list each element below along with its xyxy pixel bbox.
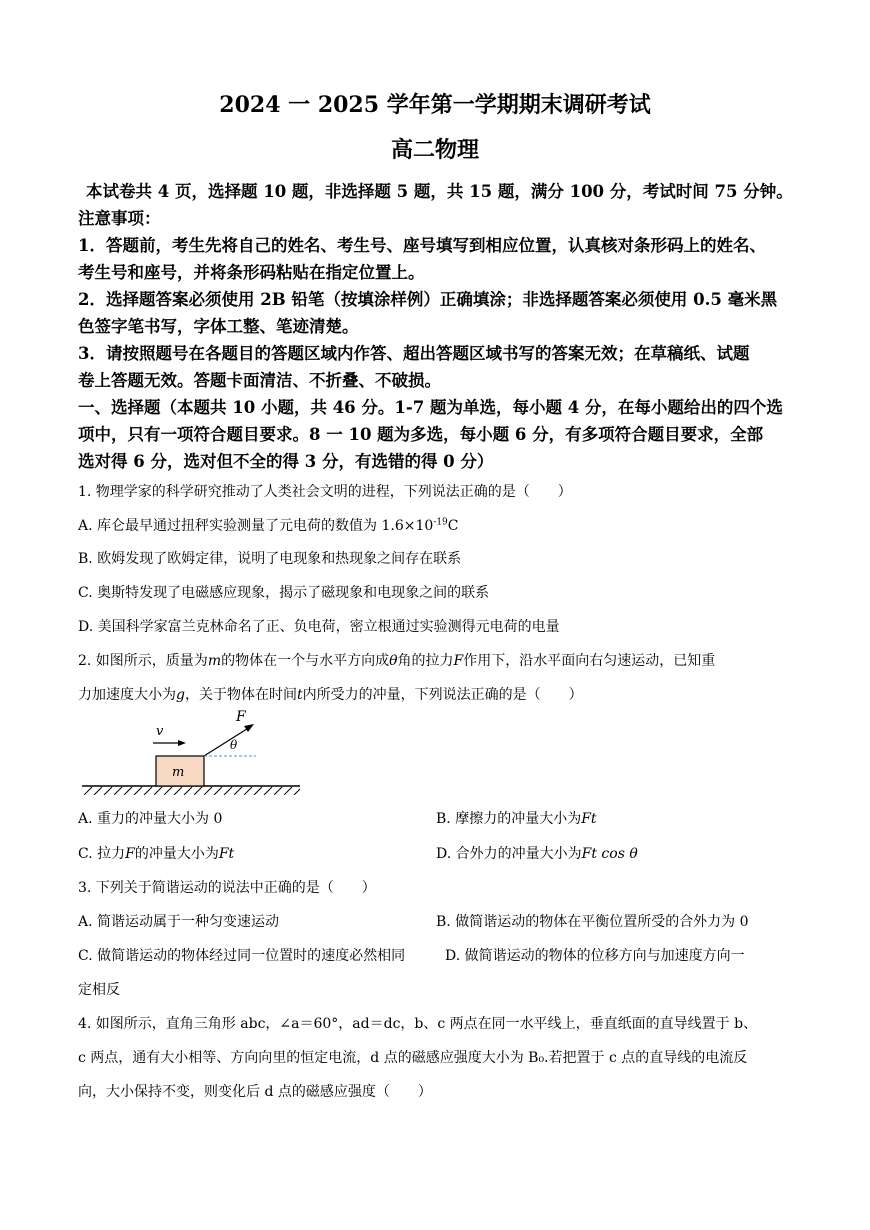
section-heading: 项中，只有一项符合题目要求。8 一 10 题为多选，每小题 6 分，有多项符合题目要求，全部 — [78, 425, 764, 444]
q1-option-a-text: A. 库仑最早通过扭秤实验测量了元电荷的数值为 1.6×10 — [78, 518, 434, 534]
q3-option-d-cont: 定相反 — [78, 982, 120, 998]
q1-option-a-exponent: -19 — [433, 517, 448, 528]
q2-var-g: g — [176, 687, 185, 703]
q2-var-theta: θ — [389, 653, 398, 669]
ground-hatching — [84, 787, 300, 795]
exam-subject: 高二物理 — [390, 137, 479, 163]
q3-option-a: A. 简谐运动属于一种匀变速运动 — [78, 914, 280, 930]
q1-option-d: D. 美国科学家富兰克林命名了正、负电荷，密立根通过实验测得元电荷的电量 — [78, 619, 560, 635]
q2-option-d-expr: Ft cos θ — [581, 846, 638, 862]
q2-text: 角的拉力 — [397, 653, 454, 669]
q2-option-c-text: C. 拉力 — [78, 846, 126, 862]
velocity-arrowhead — [178, 740, 186, 746]
section-heading: 选对得 6 分，选对但不全的得 3 分，有选错的得 0 分） — [78, 452, 494, 471]
q3-option-d: D. 做简谐运动的物体的位移方向与加速度方向一 — [445, 948, 745, 964]
notice-title: 注意事项： — [78, 209, 161, 228]
q2-option-d — [436, 843, 638, 863]
section-heading: 一、选择题（本题共 10 小题，共 46 分。1-7 题为单选，每小题 4 分，在每小题给出的四个选 — [78, 398, 783, 417]
q4-stem-line1: 4. 如图所示，直角三角形 abc，∠a＝60°，ad＝dc，b、c 两点在同一水平线上，垂直纸面的直导线置于 b、 — [78, 1016, 758, 1032]
q2-var-t: t — [296, 687, 303, 703]
exam-intro: 本试卷共 4 页，选择题 10 题，非选择题 5 题，共 15 题，满分 100 分，考试时间 75 分钟。 — [86, 182, 793, 201]
q2-option-b — [436, 808, 597, 828]
notice-line: 色签字笔书写，字体工整、笔迹清楚。 — [78, 317, 359, 336]
q3-stem: 3. 下列关于简谐运动的说法中正确的是（ ） — [78, 880, 376, 896]
q2-option-b-expr: Ft — [581, 811, 597, 827]
force-label: F — [236, 709, 246, 725]
angle-label: θ — [230, 738, 238, 752]
q2-option-c-expr: Ft — [218, 846, 235, 862]
q4-stem-line3: 向，大小保持不变，则变化后 d 点的磁感应强度（ ） — [78, 1084, 432, 1100]
force-arrow — [204, 727, 250, 756]
notice-line: 2．选择题答案必须使用 2B 铅笔（按填涂样例）正确填涂；非选择题答案必须使用 0.5 毫米黑 — [78, 290, 778, 309]
exam-title: 2024 一 2025 学年第一学期期末调研考试 — [219, 92, 651, 118]
q1-option-a-unit: C — [447, 518, 459, 534]
notice-line: 卷上答题无效。答题卡面清洁、不折叠、不破损。 — [78, 371, 441, 390]
q2-text: 内所受力的冲量，下列说法正确的是（ ） — [302, 687, 583, 703]
q2-text: 的物体在一个与水平方向成 — [221, 653, 390, 669]
q4-stem-line2: c 两点，通有大小相等、方向向里的恒定电流，d 点的磁感应强度大小为 B₀.若把置于 c 点的直导线的电流反 — [78, 1050, 748, 1066]
notice-line: 1．答题前，考生先将自己的姓名、考生号、座号填写到相应位置，认真核对条形码上的姓名、 — [78, 236, 766, 255]
force-arrowhead — [244, 724, 254, 732]
mass-label: m — [172, 765, 185, 780]
q2-text: ，关于物体在时间 — [184, 687, 297, 703]
q2-var-m: m — [207, 653, 222, 669]
notice-line: 3．请按照题号在各题目的答题区域内作答、超出答题区域书写的答案无效；在草稿纸、试题 — [78, 344, 750, 363]
notice-line: 考生号和座号，并将条形码粘贴在指定位置上。 — [78, 263, 425, 282]
q2-option-c — [78, 843, 234, 863]
q3-option-c: C. 做简谐运动的物体经过同一位置时的速度必然相同 — [78, 948, 406, 964]
q2-option-d-text: D. 合外力的冲量大小为 — [436, 846, 582, 862]
q1-stem: 1. 物理学家的科学研究推动了人类社会文明的进程，下列说法正确的是（ ） — [78, 484, 572, 500]
q2-option-b-text: B. 摩擦力的冲量大小为 — [436, 811, 582, 827]
q2-var-F: F — [453, 653, 464, 669]
q2-option-c-var: F — [125, 846, 135, 862]
q3-option-b: B. 做简谐运动的物体在平衡位置所受的合外力为 0 — [436, 914, 749, 930]
q2-stem-line2 — [78, 684, 583, 704]
q2-stem-line1 — [78, 650, 715, 670]
q2-text: 力加速度大小为 — [78, 687, 176, 703]
q2-figure — [78, 705, 318, 795]
q2-option-c-text: 的冲量大小为 — [134, 846, 219, 862]
velocity-label: v — [156, 724, 164, 739]
q2-text: 2. 如图所示，质量为 — [78, 653, 208, 669]
q1-option-b: B. 欧姆发现了欧姆定律，说明了电现象和热现象之间存在联系 — [78, 551, 462, 567]
q2-option-a: A. 重力的冲量大小为 0 — [78, 811, 223, 827]
q1-option-a — [78, 515, 459, 535]
q1-option-c: C. 奥斯特发现了电磁感应现象，揭示了磁现象和电现象之间的联系 — [78, 585, 490, 601]
q2-text: 作用下，沿水平面向右匀速运动，已知重 — [463, 653, 716, 669]
